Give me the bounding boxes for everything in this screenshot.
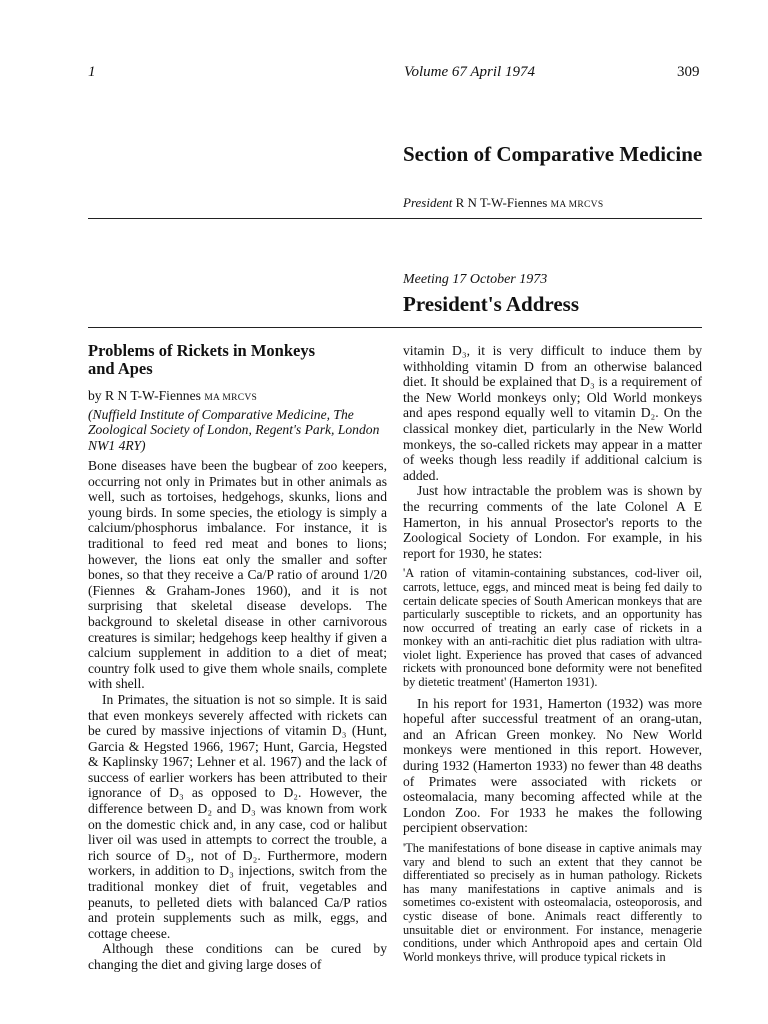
body-paragraph: Just how intractable the problem was is shown by the recurring comments of the late Colonel A E Hamerton, in his annual Prosector's reports to the Zoological Society of London. For example, in his report for 1930, he states: bbox=[403, 483, 702, 561]
body-paragraph: In Primates, the situation is not so simple. It is said that even monkeys severely affected with rickets can be cured by massive injections of vitamin D₃ (Hunt, Garcia & Hegsted 1966, 1967; Hunt, Garcia, Hegsted & Kaplinsky 1967; Lehner et al. 1967) and the lack of success of earlier workers has been attributed to their ignorance of D₃ as opposed to D₂. However, the difference between D₂ and D₃ was known from work on the domestic chick and, in any case, cod or halibut liver oil was used in attempts to correct the trouble, a rich source of D₃, not of D₂. Furthermore, modern workers, in addition to D₃ injections, switch from the traditional monkey diet of fruit, vegetables and peanuts, to pelleted diets with balanced Ca/P ratios and protein supplements such as milk, eggs, and cottage cheese. bbox=[88, 691, 387, 941]
address-title: President's Address bbox=[403, 292, 579, 316]
address-divider bbox=[88, 327, 702, 328]
margin-number: 1 bbox=[88, 64, 96, 80]
president-name: R N T-W-Fiennes bbox=[455, 195, 548, 210]
block-quote: 'The manifestations of bone disease in captive animals may vary and blend to such an extent that they cannot be differentiated so precisely as in human pathology. Rickets has many manifestations in captive animals and is sometimes co-existent with osteomalacia, osteoporosis, and cystic disease of bone. Animals react differently to unsuitable diet or environment. For instance, menagerie conditions, under which Anthropoid apes and certain Old World monkeys thrive, will produce typical rickets in bbox=[403, 841, 702, 964]
section-title: Section of Comparative Medicine bbox=[403, 142, 703, 166]
body-paragraph: vitamin D₃, it is very difficult to induce them by withholding vitamin D from an otherwise balanced diet. It should be explained that D₃ is a requirement of the New World monkeys only; Old World monkeys and apes respond equally well to vitamin D₂. On the classical monkey diet, particularly in the New World monkeys, the so-called rickets may appear in a matter of weeks though less readily if additional calcium is added. bbox=[403, 343, 702, 483]
author-qualifications: MA MRCVS bbox=[204, 393, 258, 403]
article-title: Problems of Rickets in Monkeys and Apes bbox=[88, 341, 316, 378]
right-column bbox=[403, 343, 702, 964]
article-byline bbox=[88, 388, 387, 453]
body-paragraph: Although these conditions can be cured by changing the diet and giving large doses of bbox=[88, 941, 387, 972]
president-line bbox=[403, 195, 603, 211]
section-divider bbox=[88, 218, 702, 219]
author-affiliation: (Nuffield Institute of Comparative Medicine, The Zoological Society of London, Regent's Park, London NW1 4RY) bbox=[88, 406, 380, 453]
president-qualifications: MA MRCVS bbox=[550, 200, 604, 210]
journal-volume-date: Volume 67 April 1974 bbox=[404, 64, 535, 80]
meeting-date: Meeting 17 October 1973 bbox=[403, 272, 548, 287]
author-name: by R N T-W-Fiennes bbox=[88, 388, 201, 403]
body-paragraph: In his report for 1931, Hamerton (1932) was more hopeful after successful treatment of an orang-utan, and an African Green monkey. No New World monkeys were mentioned in this report. However, during 1932 (Hamerton 1933) no fewer than 48 deaths of Primates were associated with rickets or osteomalacia, many becoming affected while at the London Zoo. For 1933 he makes the following percipient observation: bbox=[403, 695, 702, 836]
president-label: President bbox=[403, 195, 453, 210]
left-column bbox=[88, 458, 387, 973]
page-number: 309 bbox=[677, 64, 700, 80]
body-paragraph: Bone diseases have been the bugbear of zoo keepers, occurring not only in Primates but in other animals as well, such as tortoises, hedgehogs, skunks, lions and young birds. In some species, the etiology is simply a calcium/phosphorus imbalance. For instance, it is traditional to feed red meat and bones to lions; however, the lions eat only the smaller and softer bones, so that they receive a Ca/P ratio of around 1/20 (Fiennes & Graham-Jones 1960), and it is not surprising that skeletal disease develops. The background to skeletal disease in other carnivorous creatures is similar; hedgehogs keep healthy if given a calcium supplement in addition to a diet of meat; country folk used to give them whole snails, complete with shell. bbox=[88, 458, 387, 692]
block-quote: 'A ration of vitamin-containing substances, cod-liver oil, carrots, lettuce, eggs, and minced meat is being fed daily to certain delicate species of South American monkeys that are particularly susceptible to rickets, and an opportunity has now occurred of treating an early case of rickets in a monkey with an anti-rachitic diet plus radiation with ultra-violet light. Experience has proved that cases of advanced rickets with pronounced bone deformity were not benefited by dietetic treatment' (Hamerton 1931). bbox=[403, 566, 702, 690]
